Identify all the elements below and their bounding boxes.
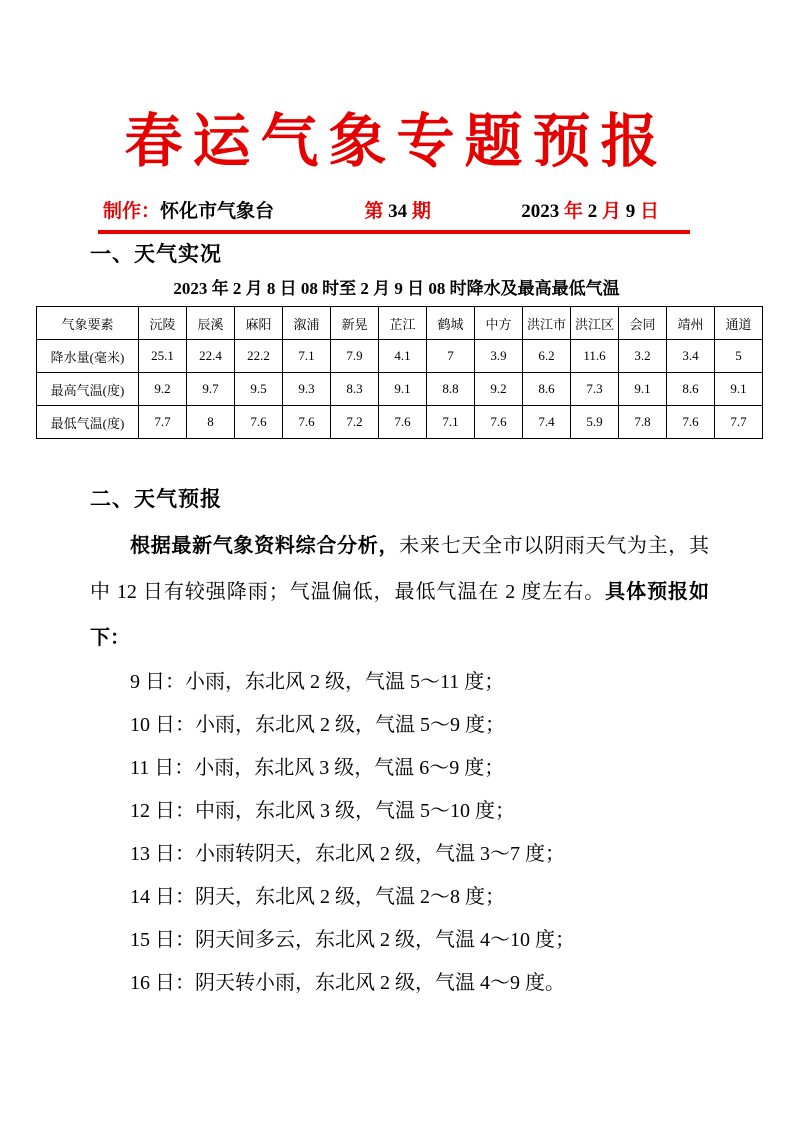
table-value-cell: 7.8: [619, 406, 667, 439]
col-header-station: 洪江市: [523, 307, 571, 340]
table-value-cell: 7.6: [235, 406, 283, 439]
row-label: 最低气温(度): [37, 406, 139, 439]
table-value-cell: 22.2: [235, 340, 283, 373]
table-value-cell: 8.8: [427, 373, 475, 406]
table-row: [37, 406, 763, 439]
table-value-cell: 3.2: [619, 340, 667, 373]
weather-table-title: 2023 年 2 月 8 日 08 时至 2 月 9 日 08 时降水及最高最低气温: [173, 279, 620, 298]
table-value-cell: 7: [427, 340, 475, 373]
table-value-cell: 7.1: [427, 406, 475, 439]
table-value-cell: 9.3: [283, 373, 331, 406]
date-day: 9: [625, 201, 640, 222]
table-value-cell: 5: [715, 340, 763, 373]
date-day-unit: 日: [639, 201, 659, 222]
intro-lead: 根据最新气象资料综合分析，: [130, 535, 400, 557]
table-value-cell: 5.9: [571, 406, 619, 439]
producer-name: 怀化市气象台: [160, 201, 275, 222]
row-label: 降水量(毫米): [37, 340, 139, 373]
producer-label: 制作：: [103, 201, 161, 222]
date-month-unit: 月: [601, 201, 626, 222]
section1-heading: 一、天气实况: [90, 243, 222, 266]
table-value-cell: 7.7: [139, 406, 187, 439]
col-header-station: 通道: [715, 307, 763, 340]
forecast-line: 12 日：中雨，东北风 3 级，气温 5～10 度；: [130, 800, 515, 822]
table-value-cell: 11.6: [571, 340, 619, 373]
col-header-station: 芷江: [379, 307, 427, 340]
table-value-cell: 9.1: [715, 373, 763, 406]
table-value-cell: 9.2: [139, 373, 187, 406]
table-value-cell: 9.2: [475, 373, 523, 406]
col-header-station: 辰溪: [187, 307, 235, 340]
table-value-cell: 8.6: [523, 373, 571, 406]
table-value-cell: 7.6: [667, 406, 715, 439]
issue-no: 34: [388, 201, 412, 222]
table-value-cell: 7.6: [475, 406, 523, 439]
table-value-cell: 7.9: [331, 340, 379, 373]
table-value-cell: 7.6: [379, 406, 427, 439]
forecast-line: 13 日：小雨转阴天，东北风 2 级，气温 3～7 度；: [130, 843, 565, 865]
issue-meta-row: [103, 196, 693, 223]
table-value-cell: 7.4: [523, 406, 571, 439]
table-value-cell: 8: [187, 406, 235, 439]
issue-number: [364, 196, 431, 223]
table-value-cell: 7.7: [715, 406, 763, 439]
forecast-line: 15 日：阴天间多云，东北风 2 级，气温 4～10 度；: [130, 929, 575, 951]
document-title: 春运气象专题预报: [124, 109, 669, 174]
table-value-cell: 3.9: [475, 340, 523, 373]
date-year-unit: 年: [563, 201, 588, 222]
date-year: 2023: [521, 201, 564, 222]
producer: [103, 196, 274, 223]
table-row: [37, 373, 763, 406]
col-header-station: 洪江区: [571, 307, 619, 340]
col-header-station: 新晃: [331, 307, 379, 340]
table-value-cell: 7.2: [331, 406, 379, 439]
table-row: [37, 340, 763, 373]
col-header-station: 鹤城: [427, 307, 475, 340]
table-value-cell: 7.3: [571, 373, 619, 406]
weather-observation-table: [36, 306, 763, 439]
intro-tail: 具体预报如下：: [90, 581, 710, 649]
issue-suffix: 期: [411, 201, 431, 222]
table-value-cell: 3.4: [667, 340, 715, 373]
col-header-station: 沅陵: [139, 307, 187, 340]
col-header-station: 中方: [475, 307, 523, 340]
issue-date: [521, 196, 659, 223]
row-label: 最高气温(度): [37, 373, 139, 406]
table-value-cell: 22.4: [187, 340, 235, 373]
col-header-station: 溆浦: [283, 307, 331, 340]
forecast-line: 14 日：阴天，东北风 2 级，气温 2～8 度；: [130, 886, 505, 908]
forecast-intro-paragraph: [90, 523, 709, 661]
forecast-list: [130, 661, 733, 1005]
table-value-cell: 9.1: [619, 373, 667, 406]
table-value-cell: 9.1: [379, 373, 427, 406]
table-header-row: [37, 307, 763, 340]
forecast-line: 11 日：小雨，东北风 3 级，气温 6～9 度；: [130, 757, 505, 779]
table-value-cell: 6.2: [523, 340, 571, 373]
forecast-line: 16 日：阴天转小雨，东北风 2 级，气温 4～9 度。: [130, 972, 565, 994]
col-header-station: 麻阳: [235, 307, 283, 340]
table-value-cell: 9.5: [235, 373, 283, 406]
table-value-cell: 8.6: [667, 373, 715, 406]
forecast-line: 10 日：小雨，东北风 2 级，气温 5～9 度；: [130, 714, 505, 736]
table-value-cell: 7.6: [283, 406, 331, 439]
table-value-cell: 25.1: [139, 340, 187, 373]
col-header-station: 会同: [619, 307, 667, 340]
table-value-cell: 7.1: [283, 340, 331, 373]
table-value-cell: 8.3: [331, 373, 379, 406]
issue-prefix: 第: [364, 201, 389, 222]
date-month: 2: [587, 201, 602, 222]
col-header-element: 气象要素: [37, 307, 139, 340]
table-value-cell: 9.7: [187, 373, 235, 406]
col-header-station: 靖州: [667, 307, 715, 340]
forecast-line: 9 日：小雨，东北风 2 级，气温 5～11 度；: [130, 671, 505, 693]
header-rule: [98, 230, 690, 234]
intro-body: 未来七天全市以阴雨天气为主，其中 12 日有较强降雨；气温偏低，最低气温在 2 度左右。: [90, 535, 710, 603]
table-value-cell: 4.1: [379, 340, 427, 373]
section2-heading: 二、天气预报: [90, 488, 222, 511]
